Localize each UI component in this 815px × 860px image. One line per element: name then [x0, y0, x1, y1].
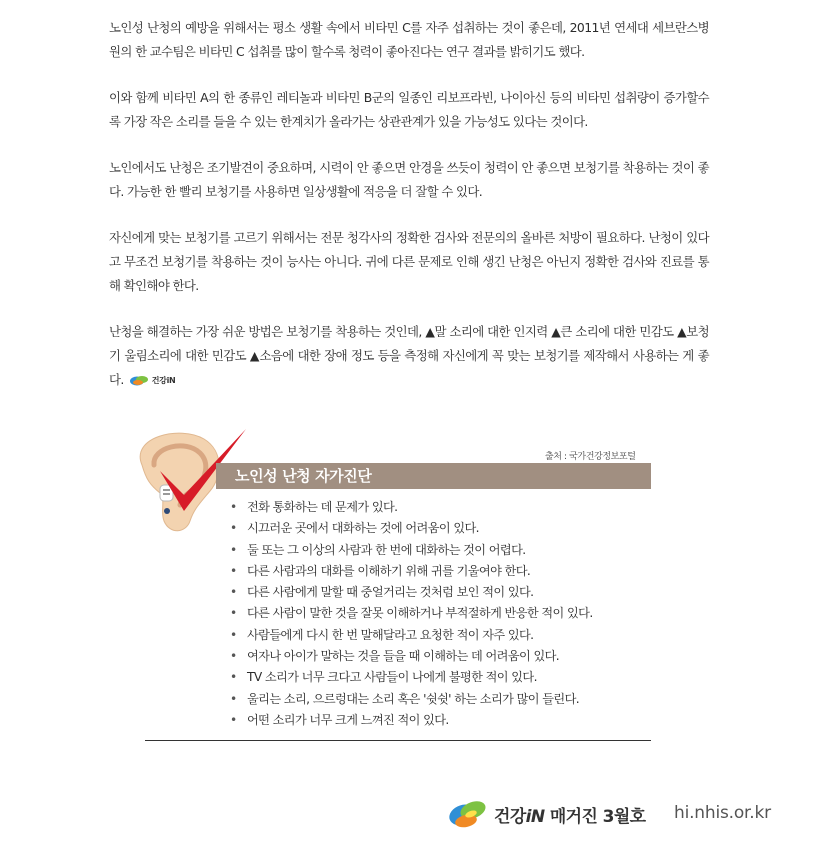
- health-in-logo-icon: [448, 797, 490, 831]
- checklist-item: • 둘 또는 그 이상의 사람과 한 번에 대화하는 것이 어렵다.: [230, 540, 593, 561]
- end-mark-text: 건강iN: [151, 375, 176, 385]
- brand-prefix: 건강: [494, 807, 526, 827]
- website-url: hi.nhis.or.kr: [674, 803, 771, 823]
- article-paragraph: 자신에게 맞는 보청기를 고르기 위해서는 전문 청각사의 정확한 검사와 전문의의 올바른 처방이 필요하다. 난청이 있다고 무조건 보청기를 착용하는 것이 능사는 아니다. 귀에 다른 문제로 인해 생긴 난청은 아닌지 정확한 검사와 진료를 통해 확인해야 한다.: [109, 230, 709, 293]
- checklist: [230, 497, 593, 731]
- checklist-title: 노인성 난청 자가진단: [235, 467, 372, 485]
- checklist-item: • 사람들에게 다시 한 번 말해달라고 요청한 적이 자주 있다.: [230, 625, 593, 646]
- source-caption: 출처 : 국가건강정보포털: [545, 452, 636, 462]
- article-paragraph: 노인에서도 난청은 조기발견이 중요하며, 시력이 안 좋으면 안경을 쓰듯이 청력이 안 좋으면 보청기를 착용하는 것이 좋다. 가능한 한 빨리 보청기를 사용하면 일상생활에 적응을 더 잘할 수 있다.: [109, 160, 709, 199]
- checklist-item: • 다른 사람에게 말할 때 중얼거리는 것처럼 보인 적이 있다.: [230, 582, 593, 603]
- article-body: [109, 16, 709, 415]
- self-check-box: [120, 425, 660, 745]
- article-paragraph: 노인성 난청의 예방을 위해서는 평소 생활 속에서 비타민 C를 자주 섭취하는 것이 좋은데, 2011년 연세대 세브란스병원의 한 교수팀은 비타민 C 섭취를 많이 할수록 청력이 좋아진다는 연구 결과를 밝히기도 했다.: [109, 20, 709, 59]
- checklist-item: • 어떤 소리가 너무 크게 느껴진 적이 있다.: [230, 710, 593, 731]
- magazine-title: [494, 802, 646, 827]
- end-mark-icon: [130, 375, 150, 386]
- article-paragraph: 이와 함께 비타민 A의 한 종류인 레티놀과 비타민 B군의 일종인 리보프라빈, 나이아신 등의 비타민 섭취량이 증가할수록 가장 작은 소리를 들을 수 있는 한계치가 올라가는 상관관계가 있을 가능성도 있다는 것이다.: [109, 90, 709, 129]
- checklist-item: • 여자나 아이가 말하는 것을 들을 때 이해하는 데 어려움이 있다.: [230, 646, 593, 667]
- checklist-item: • 전화 통화하는 데 문제가 있다.: [230, 497, 593, 518]
- checklist-item: • 시끄러운 곳에서 대화하는 것에 어려움이 있다.: [230, 518, 593, 539]
- article-paragraph-last: [109, 320, 709, 393]
- article-paragraph-text: 난청을 해결하는 가장 쉬운 방법은 보청기를 착용하는 것인데, ▲말 소리에 대한 인지력 ▲큰 소리에 대한 민감도 ▲보청기 울림소리에 대한 민감도 ▲소음에 대한 장애 정도 등을 측정해 자신에게 꼭 맞는 보청기를 제작해서 사용하는 게 좋다.: [109, 324, 709, 387]
- checklist-title-bar: [216, 463, 651, 489]
- checklist-item: • TV 소리가 너무 크다고 사람들이 나에게 불평한 적이 있다.: [230, 667, 593, 688]
- end-mark-logo: [130, 369, 176, 393]
- checklist-item: • 다른 사람이 말한 것을 잘못 이해하거나 부적절하게 반응한 적이 있다.: [230, 603, 593, 624]
- checklist-item: • 다른 사람과의 대화를 이해하기 위해 귀를 기울여야 한다.: [230, 561, 593, 582]
- brand-in: iN: [525, 807, 545, 827]
- divider: [145, 740, 651, 741]
- checklist-item: • 울리는 소리, 으르렁대는 소리 혹은 '쉿쉿' 하는 소리가 많이 들린다.: [230, 689, 593, 710]
- brand-suffix: 매거진 3월호: [544, 807, 646, 827]
- footer: [448, 795, 788, 835]
